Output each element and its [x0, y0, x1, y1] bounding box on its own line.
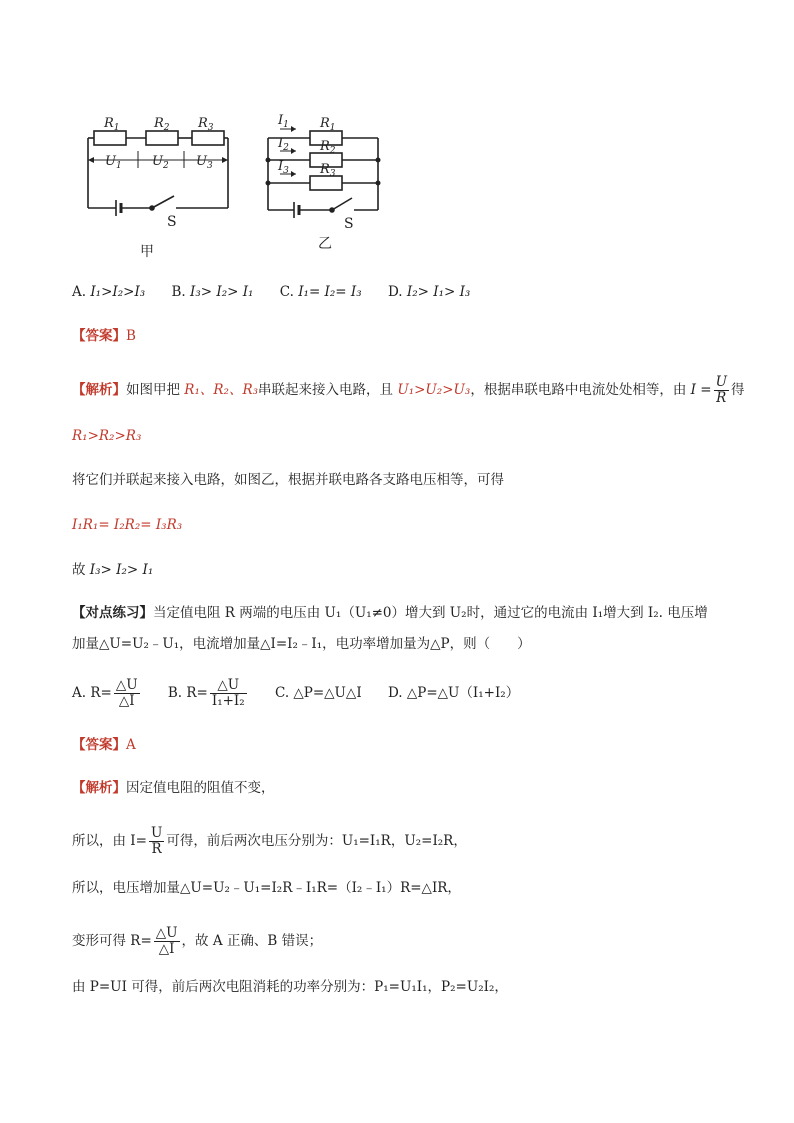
- q1-analysis-line4: I₁R₁= I₂R₂= I₃R₃: [72, 517, 183, 533]
- q1-answer: 【答案】B: [72, 328, 136, 344]
- label-r1-left: $R_1$: [104, 116, 120, 133]
- q1-analysis-line2: R₁>R₂>R₃: [72, 428, 142, 444]
- caption-yi: 乙: [318, 236, 332, 252]
- q2-option-c: C. △P=△U△I: [274, 685, 362, 701]
- circuit-diagram-svg: [80, 108, 400, 273]
- q2-analysis-line2: 所以，由 I= $\frac{U}{R}$ 可得，前后两次电压分别为：U₁=I₁R，U₂=I₂R，: [72, 825, 467, 857]
- q1-analysis-line5: 故 I₃> I₂> I₁: [72, 562, 154, 578]
- q2-option-b: B. R= $\frac{\triangle U}{\text{I₁+I₂}}$: [167, 677, 245, 709]
- q2-analysis-line3: 所以，电压增加量△U=U₂﹣U₁=I₂R﹣I₁R=（I₂﹣I₁）R=△IR，: [72, 880, 461, 896]
- label-r1-right: $R_1$: [320, 116, 336, 133]
- q2-options: [72, 678, 541, 709]
- q1-analysis-line3: 将它们并联起来接入电路，如图乙，根据并联电路各支路电压相等，可得: [72, 472, 504, 488]
- q2-answer: 【答案】A: [72, 737, 136, 753]
- circuit-diagrams: [80, 108, 400, 273]
- label-r3-right: $R_3$: [320, 162, 336, 179]
- q1-option-a: A. I₁>I₂>I₃: [72, 284, 146, 300]
- formula-i-u-r: $\frac{U}{R}$: [715, 374, 727, 406]
- caption-jia: 甲: [140, 244, 154, 260]
- q1-options: [72, 282, 492, 302]
- label-i1: $I_1$: [278, 113, 289, 130]
- q2-stem-line1: 【对点练习】当定值电阻 R 两端的电压由 U₁（U₁≠0）增大到 U₂时，通过它的电流由 I₁增大到 I₂. 电压增: [72, 605, 708, 621]
- label-r3-left: $R_3$: [198, 116, 214, 133]
- q2-stem-line2: 加量△U=U₂﹣U₁，电流增加量△I=I₂﹣I₁，电功率增加量为△P，则（ ）: [72, 636, 531, 652]
- label-i2: $I_2$: [278, 136, 289, 153]
- q2-analysis-line1: 【解析】因定值电阻的阻值不变，: [72, 780, 275, 796]
- q1-option-c: C. I₁= I₂= I₃: [279, 284, 362, 300]
- q2-option-d: D. △P=△U（I₁+I₂）: [387, 685, 520, 701]
- q2-analysis-line4: 变形可得 R= $\frac{\triangle U}{\triangle I}$ ，故 A 正确、B 错误；: [72, 925, 323, 957]
- label-r2-right: $R_2$: [320, 139, 336, 156]
- label-r2-left: $R_2$: [154, 116, 170, 133]
- label-u2: $U_2$: [152, 154, 169, 171]
- q2-option-a: A. R= $\frac{\triangle U}{\triangle I}$: [72, 677, 138, 709]
- q1-option-d: D. I₂> I₁> I₃: [387, 284, 471, 300]
- label-u3: $U_3$: [196, 154, 213, 171]
- q2-analysis-line5: 由 P=UI 可得，前后两次电阻消耗的功率分别为：P₁=U₁I₁，P₂=U₂I₂，: [72, 979, 508, 995]
- label-u1: $U_1$: [105, 154, 122, 171]
- label-i3: $I_3$: [278, 159, 289, 176]
- label-switch-left: S: [167, 214, 177, 230]
- label-switch-right: S: [344, 216, 354, 232]
- q1-option-b: B. I₃> I₂> I₁: [171, 284, 254, 300]
- q1-analysis-line1: 【解析】如图甲把 R₁、R₂、R₃串联起来接入电路，且 U₁>U₂>U₃，根据串联电路中电流处处相等，由 I = $\frac{U}{R}$ 得: [72, 374, 745, 406]
